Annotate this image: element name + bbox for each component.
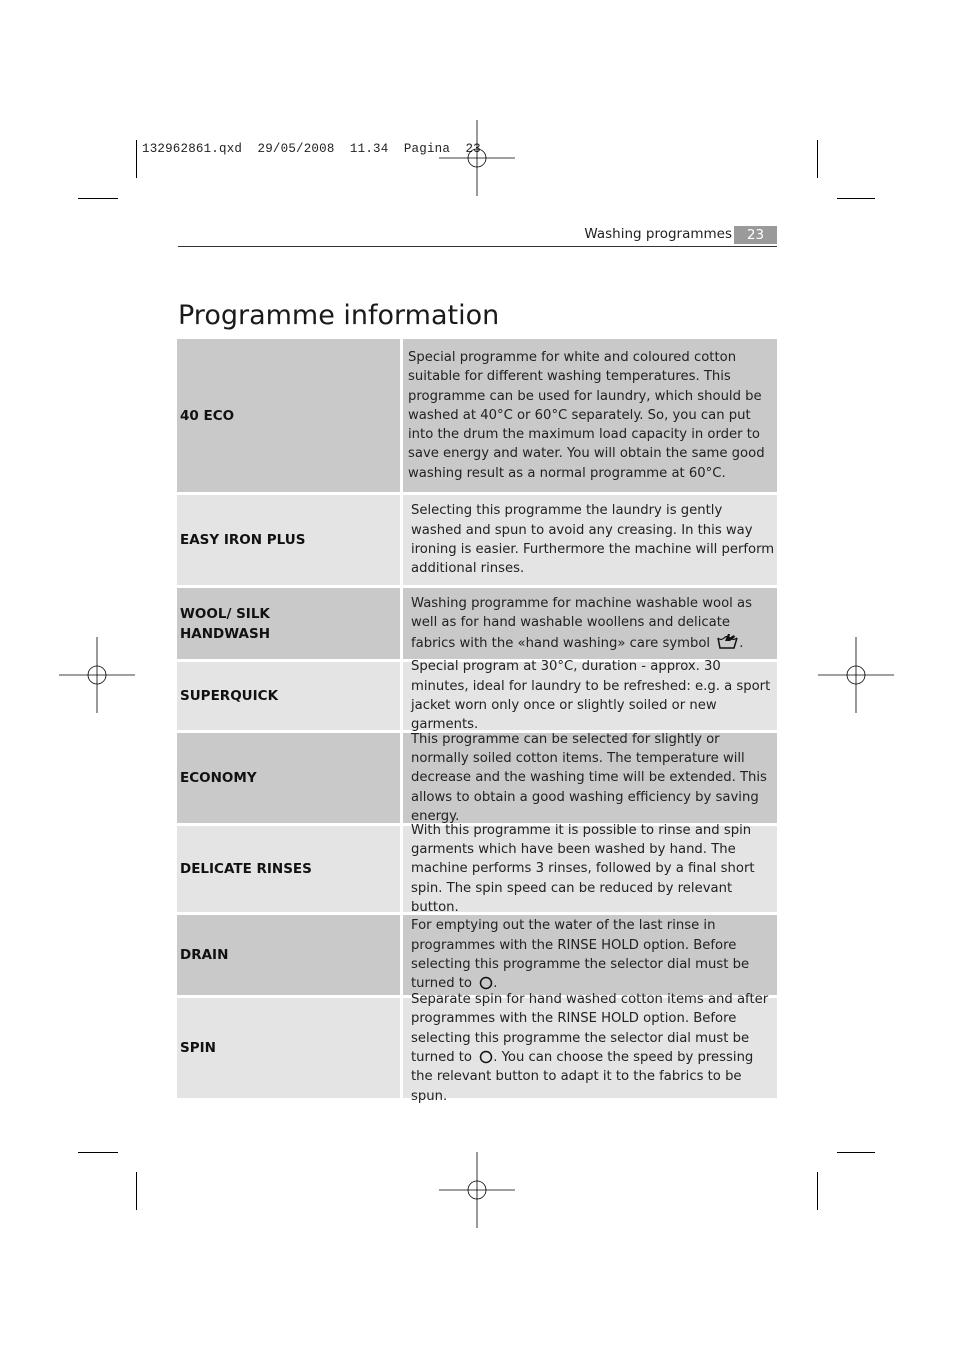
registration-mark-icon (59, 637, 135, 713)
programme-description (403, 992, 777, 1104)
programme-name: DRAIN (177, 915, 400, 995)
programme-description (403, 588, 777, 659)
programme-name: DELICATE RINSES (177, 826, 400, 912)
description-text: Washing programme for machine washable wool as well as for hand washable woollens and delicate fabrics with the «hand washing» care symbol (411, 595, 752, 652)
crop-mark (817, 140, 818, 178)
crop-mark (837, 1152, 875, 1153)
programme-name: 40 ECO (177, 339, 400, 492)
crop-mark (136, 1172, 137, 1210)
programme-name: SUPERQUICK (177, 662, 400, 730)
description-text: For emptying out the water of the last rinse in programmes with the RINSE HOLD option. Before selecting this programme the selector dial must be turned to (411, 918, 750, 992)
off-position-circle-icon (479, 1050, 493, 1064)
table-row (177, 822, 777, 915)
description-end: . (739, 636, 744, 652)
programme-description: This programme can be selected for slightly or normally soiled cotton items. The temperature will decrease and the washing time will be extended. This allows to obtain a good washing efficiency by saving energy. (403, 733, 777, 823)
crop-mark (78, 198, 118, 199)
crop-mark (817, 1172, 818, 1210)
programme-description: Special program at 30°C, duration - approx. 30 minutes, ideal for laundry to be refreshed: e.g. a sport jacket worn only once or slightly soiled or new garments. (403, 662, 777, 730)
running-header (178, 224, 777, 247)
registration-mark-icon (439, 1152, 515, 1228)
description-text: Separate spin for hand washed cotton items and after programmes with the RINSE HOLD option. Before selecting this programme the selector dial must be turned to (411, 992, 769, 1065)
registration-mark-icon (439, 120, 515, 196)
crop-mark (78, 1152, 118, 1153)
page-title: Programme information (178, 300, 500, 332)
programme-description: Special programme for white and coloured cotton suitable for different washing temperatures. This programme can be used for laundry, which should be washed at 40°C or 60°C separately. So, you can put into the drum the maximum load capacity in order to save energy and water. You will obtain the same good washing result as a normal programme at 60°C. (403, 339, 777, 492)
table-row (177, 992, 777, 1104)
programme-table (177, 339, 777, 1104)
table-row (177, 339, 777, 492)
hand-wash-symbol-icon (717, 632, 739, 650)
description-end: . You can choose the speed by pressing the relevant button to adapt it to the fabrics to be spun. (411, 1050, 754, 1104)
off-position-circle-icon (479, 976, 493, 990)
programme-description: Selecting this programme the laundry is gently washed and spun to avoid any creasing. In this way ironing is easier. Furthermore the machine will perform additional rinses. (403, 495, 777, 585)
registration-mark-icon (818, 637, 894, 713)
programme-description (403, 915, 777, 995)
table-row (177, 733, 777, 823)
section-title: Washing programmes (584, 226, 732, 242)
programme-name: ECONOMY (177, 733, 400, 823)
table-row (177, 495, 777, 585)
table-row (177, 915, 777, 995)
table-row (177, 588, 777, 659)
description-end: . (493, 976, 498, 992)
crop-mark (136, 140, 137, 178)
programme-description: With this programme it is possible to rinse and spin garments which have been washed by hand. The machine performs 3 rinses, followed by a final short spin. The spin speed can be reduced by relevant button. (403, 826, 777, 912)
programme-name: EASY IRON PLUS (177, 495, 400, 585)
programme-name: WOOL/ SILK HANDWASH (177, 588, 400, 659)
crop-mark (837, 198, 875, 199)
print-slug: 132962861.qxd 29/05/2008 11.34 Pagina 23 (142, 142, 481, 156)
programme-name: SPIN (177, 998, 400, 1098)
page-number: 23 (734, 226, 777, 244)
table-row (177, 659, 777, 733)
